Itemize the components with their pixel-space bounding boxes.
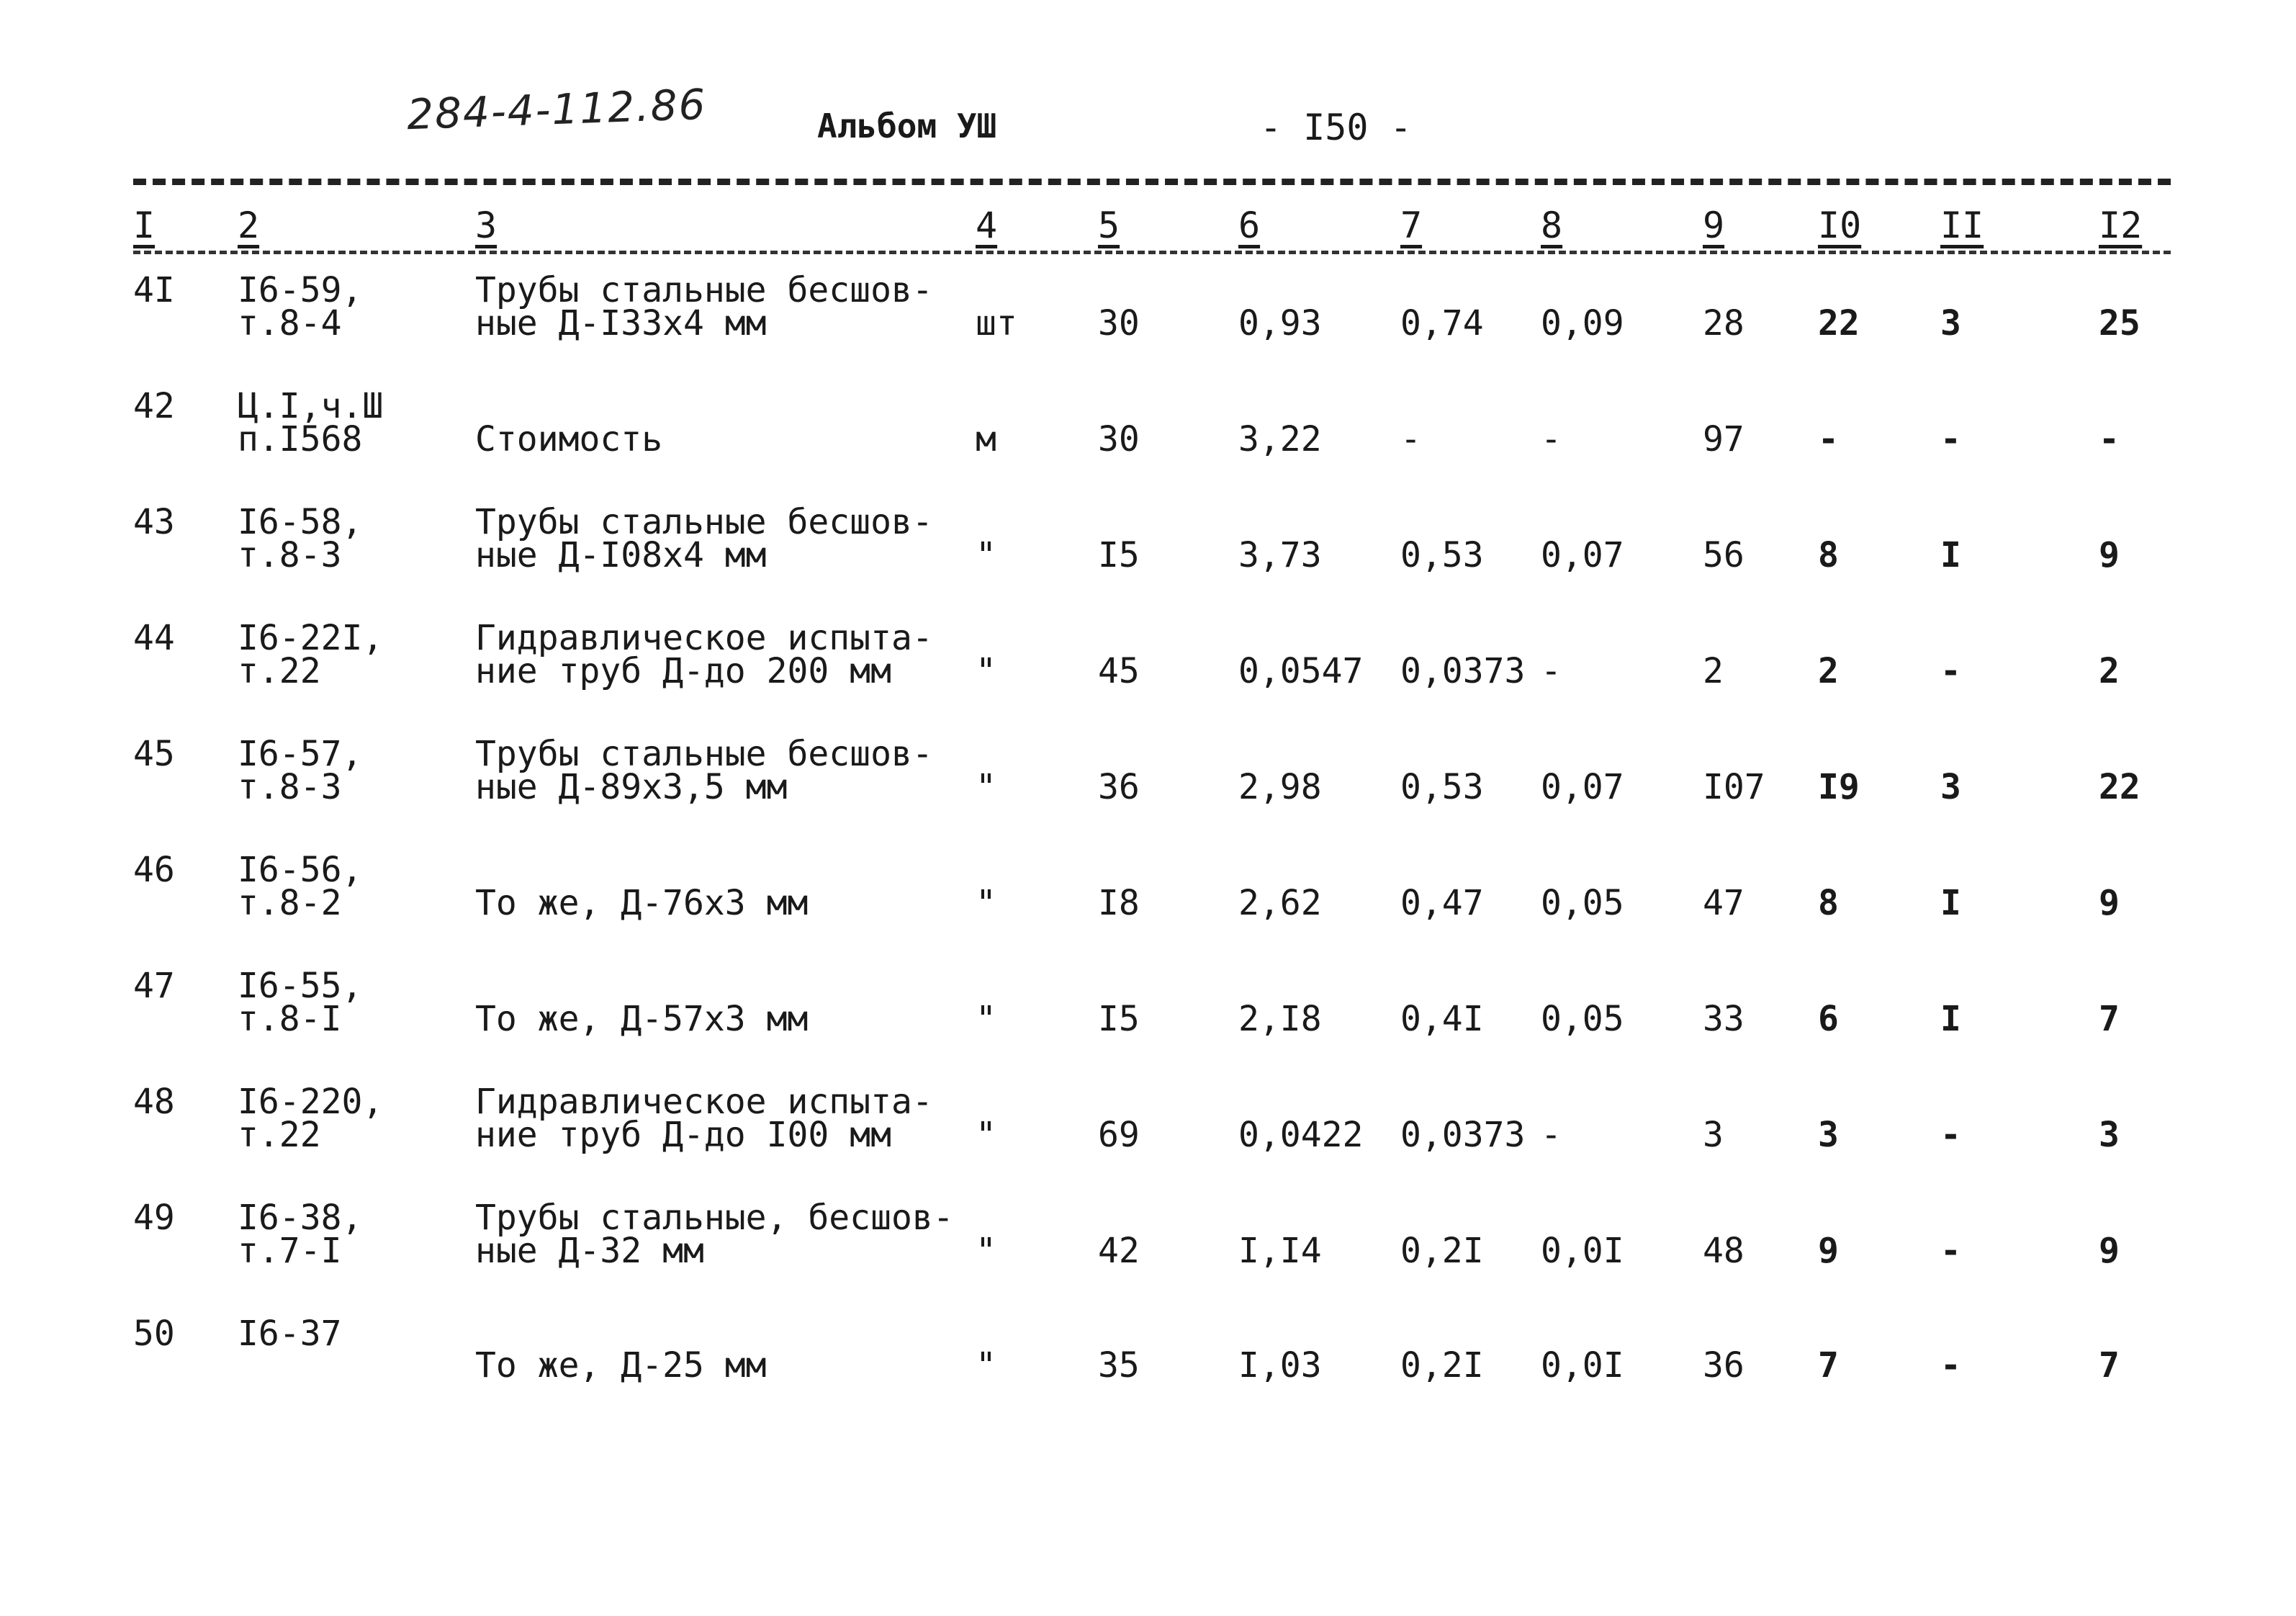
cell-col-6: 0,93 [1238, 303, 1322, 344]
cell-col-8: - [1541, 419, 1562, 459]
cell-col-10: 6 [1818, 999, 1839, 1039]
code-line: I6-58, [238, 502, 363, 542]
column-header-9: 9 [1703, 205, 1725, 246]
column-header-7: 7 [1400, 205, 1423, 246]
code-line: т.8-3 [238, 767, 342, 807]
cell-col-9: 2 [1703, 651, 1724, 691]
cell-col-8: 0,05 [1541, 999, 1624, 1039]
description-line: То же, Д-76x3 мм [475, 883, 809, 923]
cell-col-12: 7 [2099, 1345, 2120, 1386]
cell-col-8: 0,0I [1541, 1231, 1624, 1271]
code-line: I6-37 [238, 1314, 342, 1354]
cell-col-7: - [1400, 419, 1421, 459]
cell-col-12: 9 [2099, 1231, 2120, 1271]
cell-col-7: 0,74 [1400, 303, 1484, 344]
cell-col-9: 36 [1703, 1345, 1744, 1386]
cell-col-10: 2 [1818, 651, 1839, 691]
cell-col-6: 2,I8 [1238, 999, 1322, 1039]
cell-col-7: 0,4I [1400, 999, 1484, 1039]
description-line: ные Д-I33x4 мм [475, 303, 767, 344]
column-header-11: II [1940, 205, 1984, 246]
cell-col-12: 9 [2099, 883, 2120, 923]
cell-col-7: 0,47 [1400, 883, 1484, 923]
description-line: Гидравлическое испыта- [475, 618, 933, 658]
cell-col-12: 22 [2099, 767, 2140, 807]
cell-col-6: 0,0422 [1238, 1115, 1364, 1155]
cell-col-11: I [1940, 883, 1961, 923]
column-header-8: 8 [1541, 205, 1563, 246]
cell-col-6: I,03 [1238, 1345, 1322, 1386]
code-line: I6-59, [238, 270, 363, 310]
cell-col-8: - [1541, 1115, 1562, 1155]
cell-col-8: - [1541, 651, 1562, 691]
code-line: т.7-I [238, 1231, 342, 1271]
description-line: ные Д-I08x4 мм [475, 535, 767, 575]
cell-col-12: 3 [2099, 1115, 2120, 1155]
description-line: То же, Д-57x3 мм [475, 999, 809, 1039]
cell-col-7: 0,0373 [1400, 1115, 1526, 1155]
cell-col-9: 28 [1703, 303, 1744, 344]
cell-quantity: I8 [1098, 883, 1140, 923]
cell-unit: " [976, 767, 996, 807]
row-number: 49 [133, 1198, 175, 1238]
cell-quantity: 30 [1098, 419, 1140, 459]
cell-quantity: 45 [1098, 651, 1140, 691]
cell-col-9: 97 [1703, 419, 1744, 459]
cell-col-7: 0,53 [1400, 767, 1484, 807]
description-line: Гидравлическое испыта- [475, 1082, 933, 1122]
code-line: п.I568 [238, 419, 363, 459]
row-number: 50 [133, 1314, 175, 1354]
cell-col-8: 0,0I [1541, 1345, 1624, 1386]
description-line: То же, Д-25 мм [475, 1345, 767, 1386]
column-header-4: 4 [976, 205, 998, 246]
row-number: 45 [133, 734, 175, 774]
code-line: т.8-2 [238, 883, 342, 923]
cell-col-8: 0,09 [1541, 303, 1624, 344]
code-line: I6-55, [238, 966, 363, 1006]
cell-col-6: 0,0547 [1238, 651, 1364, 691]
cell-unit: " [976, 1345, 996, 1386]
cell-col-7: 0,53 [1400, 535, 1484, 575]
cell-col-10: 3 [1818, 1115, 1839, 1155]
description-line: ние труб Д-до 200 мм [475, 651, 891, 691]
row-number: 43 [133, 502, 175, 542]
cell-col-10: I9 [1818, 767, 1860, 807]
cell-col-11: 3 [1940, 303, 1961, 344]
cell-col-7: 0,2I [1400, 1345, 1484, 1386]
description-line: Трубы стальные бесшов- [475, 270, 933, 310]
cell-col-10: 22 [1818, 303, 1860, 344]
cell-col-12: 25 [2099, 303, 2140, 344]
cell-col-10: 8 [1818, 883, 1839, 923]
cell-col-8: 0,07 [1541, 767, 1624, 807]
cell-quantity: I5 [1098, 999, 1140, 1039]
code-line: I6-56, [238, 850, 363, 890]
cell-col-11: I [1940, 999, 1961, 1039]
code-line: т.8-I [238, 999, 342, 1039]
cell-unit: " [976, 535, 996, 575]
album-label: Альбом УШ [817, 107, 997, 145]
description-line: ные Д-89x3,5 мм [475, 767, 788, 807]
cell-col-11: - [1940, 1345, 1961, 1386]
cell-col-9: I07 [1703, 767, 1765, 807]
cell-col-10: - [1818, 419, 1839, 459]
code-line: I6-220, [238, 1082, 384, 1122]
cell-unit: шт [976, 303, 1017, 344]
cell-quantity: 69 [1098, 1115, 1140, 1155]
code-line: т.22 [238, 1115, 321, 1155]
cell-quantity: 42 [1098, 1231, 1140, 1271]
header-dashed-rule [133, 251, 2171, 254]
cell-col-10: 7 [1818, 1345, 1839, 1386]
cell-col-7: 0,0373 [1400, 651, 1526, 691]
column-header-10: I0 [1818, 205, 1862, 246]
cell-col-6: 3,73 [1238, 535, 1322, 575]
row-number: 42 [133, 386, 175, 426]
page-number: - I50 - [1260, 107, 1412, 148]
row-number: 46 [133, 850, 175, 890]
cell-col-8: 0,07 [1541, 535, 1624, 575]
cell-col-10: 9 [1818, 1231, 1839, 1271]
cell-col-6: I,I4 [1238, 1231, 1322, 1271]
row-number: 44 [133, 618, 175, 658]
column-header-12: I2 [2099, 205, 2143, 246]
top-dashed-rule [133, 179, 2171, 185]
cell-quantity: I5 [1098, 535, 1140, 575]
cell-col-11: I [1940, 535, 1961, 575]
cell-unit: " [976, 883, 996, 923]
cell-unit: " [976, 999, 996, 1039]
cell-col-10: 8 [1818, 535, 1839, 575]
cell-col-12: - [2099, 419, 2120, 459]
row-number: 48 [133, 1082, 175, 1122]
description-line: Трубы стальные, бесшов- [475, 1198, 954, 1238]
row-number: 4I [133, 270, 175, 310]
description-line: Трубы стальные бесшов- [475, 734, 933, 774]
cell-col-9: 48 [1703, 1231, 1744, 1271]
cell-col-11: - [1940, 651, 1961, 691]
column-header-6: 6 [1238, 205, 1261, 246]
cell-col-12: 9 [2099, 535, 2120, 575]
description-line: Трубы стальные бесшов- [475, 502, 933, 542]
description-line: ные Д-32 мм [475, 1231, 704, 1271]
code-line: Ц.I,ч.Ш [238, 386, 384, 426]
column-header-1: I [133, 205, 156, 246]
code-line: т.8-3 [238, 535, 342, 575]
cell-col-9: 56 [1703, 535, 1744, 575]
cell-unit: " [976, 1231, 996, 1271]
cell-unit: м [976, 419, 996, 459]
column-header-2: 2 [238, 205, 260, 246]
cell-col-7: 0,2I [1400, 1231, 1484, 1271]
cell-col-12: 2 [2099, 651, 2120, 691]
cell-col-9: 47 [1703, 883, 1744, 923]
cell-quantity: 35 [1098, 1345, 1140, 1386]
cell-col-6: 3,22 [1238, 419, 1322, 459]
cell-col-8: 0,05 [1541, 883, 1624, 923]
cell-col-9: 33 [1703, 999, 1744, 1039]
cell-col-11: - [1940, 1231, 1961, 1271]
cell-unit: " [976, 1115, 996, 1155]
description-line: Стоимость [475, 419, 663, 459]
cell-col-11: - [1940, 1115, 1961, 1155]
description-line: ние труб Д-до I00 мм [475, 1115, 891, 1155]
code-line: т.8-4 [238, 303, 342, 344]
cell-col-9: 3 [1703, 1115, 1724, 1155]
cell-quantity: 30 [1098, 303, 1140, 344]
cell-col-11: 3 [1940, 767, 1961, 807]
code-line: I6-57, [238, 734, 363, 774]
cell-col-6: 2,62 [1238, 883, 1322, 923]
cell-col-11: - [1940, 419, 1961, 459]
column-header-3: 3 [475, 205, 498, 246]
cell-unit: " [976, 651, 996, 691]
column-header-5: 5 [1098, 205, 1120, 246]
cell-quantity: 36 [1098, 767, 1140, 807]
cell-col-6: 2,98 [1238, 767, 1322, 807]
cell-col-12: 7 [2099, 999, 2120, 1039]
row-number: 47 [133, 966, 175, 1006]
code-line: т.22 [238, 651, 321, 691]
document-code: 284-4-112.86 [405, 79, 708, 140]
code-line: I6-38, [238, 1198, 363, 1238]
code-line: I6-22I, [238, 618, 384, 658]
